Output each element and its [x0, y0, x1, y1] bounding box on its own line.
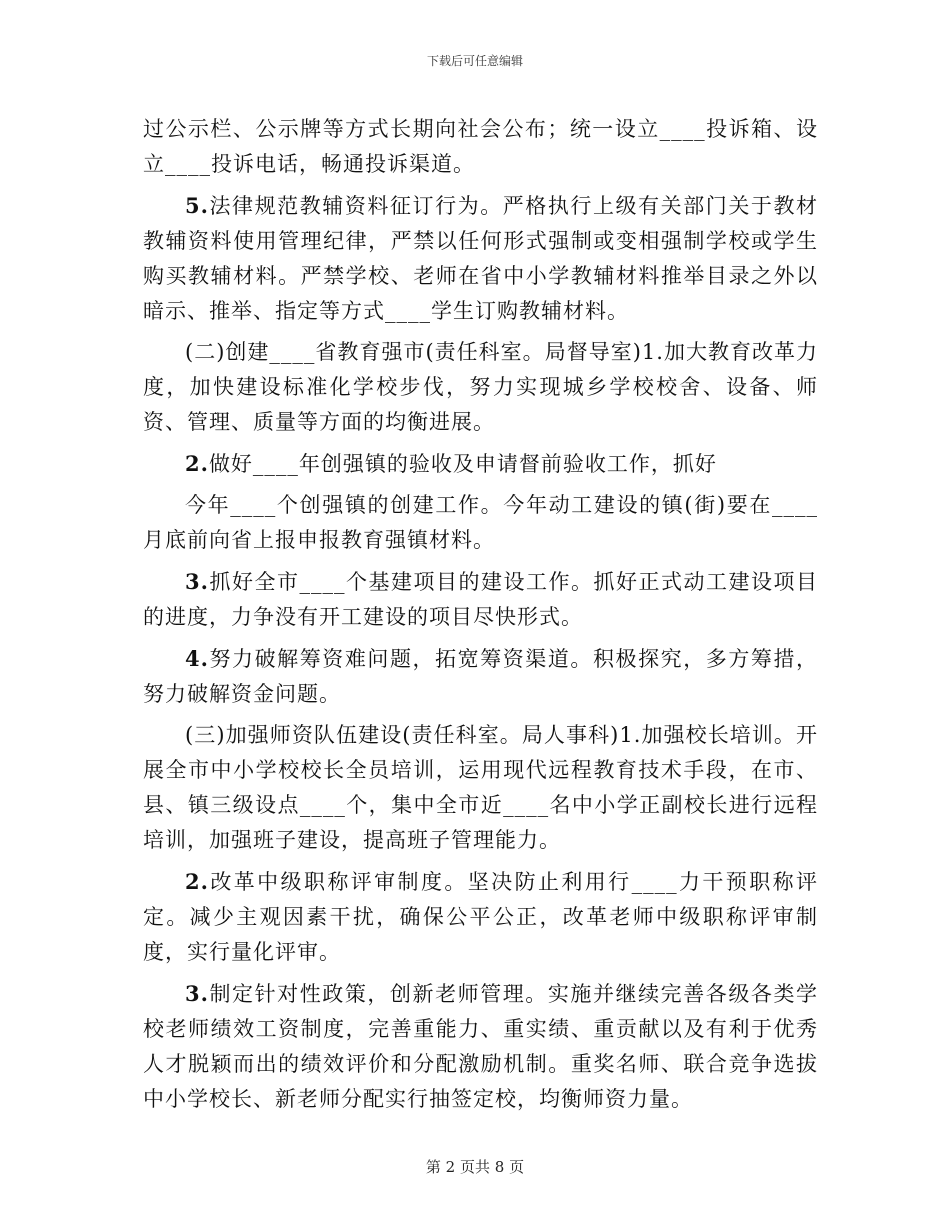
paragraph-item-2-continued [143, 488, 818, 558]
paragraph-text: 过公示栏、公示牌等方式长期向社会公布；统一设立____投诉箱、设立____投诉电话，畅通投诉渠道。 [143, 117, 818, 176]
paragraph-continuation [143, 112, 818, 182]
paragraph-text: 制定针对性政策，创新老师管理。实施并继续完善各级各类学校老师绩效工资制度，完善重能力、重实绩、重贡献以及有利于优秀人才脱颖而出的绩效评价和分配激励机制。重奖名师、联合竞争选拔中小学校长、新老师分配实行抽签定校，均衡师资力量。 [143, 982, 818, 1111]
paragraph-text: 做好____年创强镇的验收及申请督前验收工作，抓好 [208, 452, 717, 476]
paragraph-text: (三)加强师资队伍建设(责任科室。局人事科)1.加强校长培训。开展全市中小学校校长全员培训，运用现代远程教育技术手段，在市、县、镇三级设点____个，集中全市近____名中小学正副校长进行远程培训，加强班子建设，提高班子管理能力。 [143, 723, 818, 852]
item-number: 3. [185, 569, 209, 594]
paragraph-section-2 [143, 335, 818, 440]
page-header: 下载后可任意编辑 [426, 54, 523, 68]
item-number: 2. [185, 869, 209, 894]
paragraph-text: 改革中级职称评审制度。坚决防止利用行____力干预职称评定。减少主观因素干扰，确保公平公正，改革老师中级职称评审制度，实行量化评审。 [143, 870, 818, 964]
paragraph-text: (二)创建____省教育强市(责任科室。局督导室)1.加大教育改革力度，加快建设标准化学校步伐，努力实现城乡学校校舍、设备、师资、管理、质量等方面的均衡进展。 [143, 340, 818, 434]
item-number: 5. [185, 193, 209, 218]
item-number: 4. [185, 646, 209, 671]
paragraph-section-3 [143, 718, 818, 858]
paragraph-text: 抓好全市____个基建项目的建设工作。抓好正式动工建设项目的进度，力争没有开工建设的项目尽快形式。 [143, 570, 818, 629]
paragraph-item-2b [143, 864, 818, 970]
paragraph-item-3b [143, 976, 818, 1117]
paragraph-text: 努力破解筹资难问题，拓宽筹资渠道。积极探究，多方筹措，努力破解资金问题。 [143, 647, 818, 706]
document-body [143, 112, 818, 1123]
paragraph-item-3 [143, 564, 818, 635]
paragraph-item-4 [143, 641, 818, 712]
item-number: 3. [185, 981, 209, 1006]
paragraph-item-2 [143, 446, 818, 482]
paragraph-item-5 [143, 188, 818, 329]
page-footer: 第 2 页共 8 页 [425, 1158, 525, 1176]
paragraph-text: 法律规范教辅资料征订行为。严格执行上级有关部门关于教材教辅资料使用管理纪律，严禁以任何形式强制或变相强制学校或学生购买教辅材料。严禁学校、老师在省中小学教辅材料推举目录之外以暗示、推举、指定等方式____学生订购教辅材料。 [143, 194, 818, 323]
item-number: 2. [185, 451, 209, 476]
paragraph-text: 今年____个创强镇的创建工作。今年动工建设的镇(街)要在____月底前向省上报申报教育强镇材料。 [143, 493, 818, 552]
